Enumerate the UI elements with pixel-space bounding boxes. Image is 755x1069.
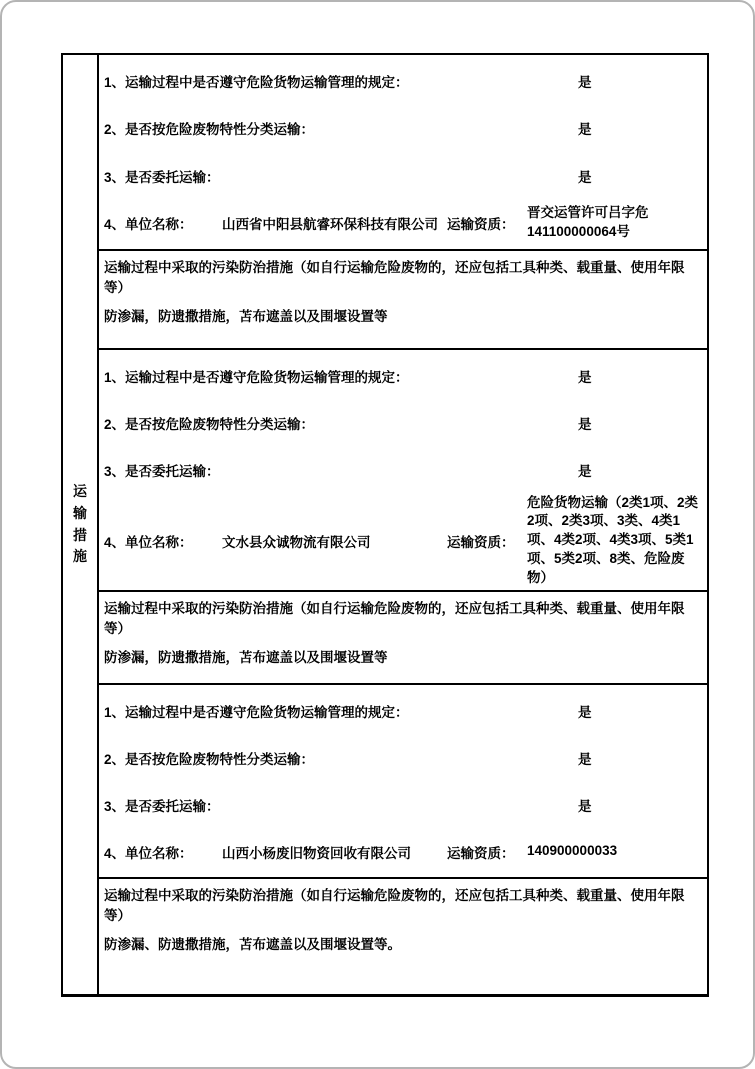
question-row [104,781,699,828]
qualification-value: 140900000033 [527,843,618,859]
question-row-company [104,200,699,248]
pollution-measures-cell-2 [99,590,707,683]
pollution-measures-title: 运输过程中采取的污染防治措施（如自行运输危险废物的，还应包括工具种类、载重量、使用年限等） [104,888,685,923]
question-row [104,57,699,105]
company-label: 4、单位名称： [104,217,193,233]
answer-value: 是 [578,169,592,185]
qualification-value: 晋交运管许可吕字危 141100000064号 [527,205,649,240]
company-name: 文水县众诚物流有限公司 [222,534,371,550]
question-block-2 [99,348,707,590]
answer-value: 是 [578,74,592,90]
question-row-company [104,828,699,875]
qualification-label: 运输资质： [447,845,515,861]
company-label: 4、单位名称： [104,845,193,861]
qualification-label: 运输资质： [447,534,515,550]
question-text-1: 1、运输过程中是否遵守危险货物运输管理的规定： [104,704,409,720]
question-row-company [104,494,699,588]
question-row [104,105,699,153]
question-row [104,687,699,734]
question-text-3: 3、是否委托运输： [104,798,220,814]
pollution-measures-title: 运输过程中采取的污染防治措施（如自行运输危险废物的，还应包括工具种类、载重量、使用年限等） [104,260,685,295]
pollution-measures-detail: 防渗漏、防遗撒措施，苫布遮盖以及围堰设置等。 [104,936,401,952]
answer-value: 是 [578,369,592,385]
question-text-2: 2、是否按危险废物特性分类运输： [104,122,315,138]
pollution-measures-detail: 防渗漏，防遗撒措施，苫布遮盖以及围堰设置等 [104,308,388,324]
question-text-1: 1、运输过程中是否遵守危险货物运输管理的规定： [104,369,409,385]
answer-value: 是 [578,463,592,479]
company-label: 4、单位名称： [104,534,193,550]
qualification-value: 危险货物运输（2类1项、2类2项、2类3项、3类、4类1项、4类2项、4类3项、5类1项、5类2项、8类、危险废物） [527,494,699,586]
answer-value: 是 [578,122,592,138]
question-block-1 [99,55,707,249]
answer-value: 是 [578,751,592,767]
question-text-2: 2、是否按危险废物特性分类运输： [104,751,315,767]
qualification-label: 运输资质： [447,217,515,233]
pollution-measures-title: 运输过程中采取的污染防治措施（如自行运输危险废物的，还应包括工具种类、载重量、使用年限等） [104,601,685,636]
question-row [104,152,699,200]
transport-measures-table [61,53,709,997]
answer-value: 是 [578,416,592,432]
pollution-measures-cell-3 [99,877,707,994]
pollution-measures-detail: 防渗漏，防遗撒措施，苫布遮盖以及围堰设置等 [104,649,388,665]
row-header-transport-measures [63,55,99,994]
company-name: 山西省中阳县航睿环保科技有限公司 [222,217,438,233]
answer-value: 是 [578,798,592,814]
question-row [104,446,699,493]
row-header-label: 运输措施 [73,483,87,565]
question-block-3 [99,683,707,877]
question-row [104,352,699,399]
question-text-3: 3、是否委托运输： [104,463,220,479]
question-row [104,399,699,446]
answer-value: 是 [578,704,592,720]
company-name: 山西小杨废旧物资回收有限公司 [222,845,411,861]
question-text-1: 1、运输过程中是否遵守危险货物运输管理的规定： [104,74,409,90]
question-row [104,734,699,781]
pollution-measures-cell-1 [99,249,707,348]
question-text-3: 3、是否委托运输： [104,169,220,185]
question-text-2: 2、是否按危险废物特性分类运输： [104,416,315,432]
